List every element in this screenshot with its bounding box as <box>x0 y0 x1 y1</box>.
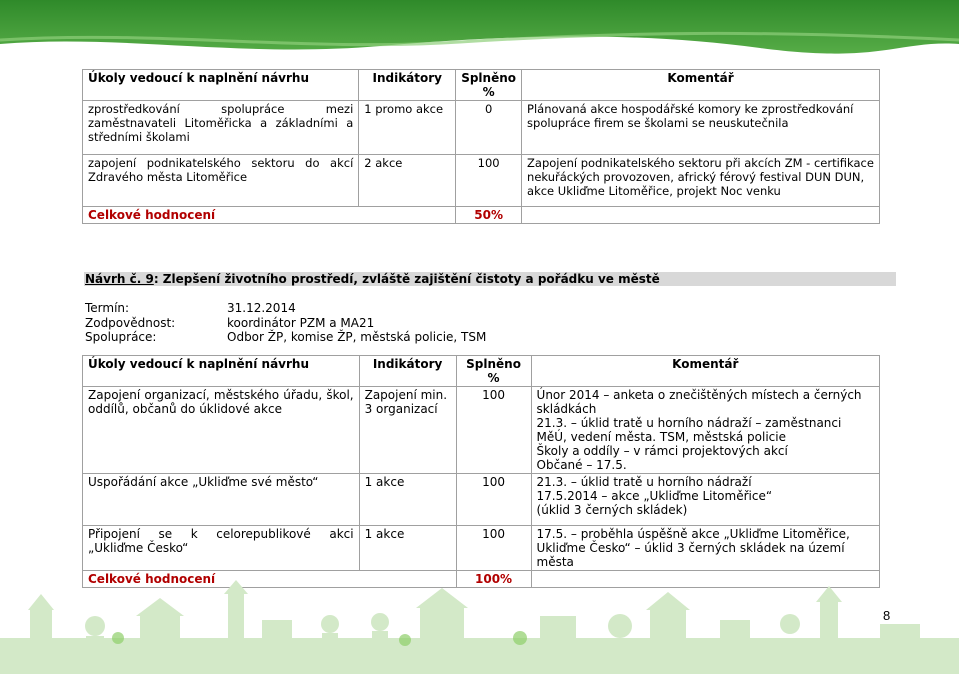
comment-line: 17.5.2014 – akce „Ukliďme Litoměřice“ <box>536 489 773 503</box>
term-value: 31.12.2014 <box>227 301 296 315</box>
header-tasks: Úkoly vedoucí k naplnění návrhu <box>83 70 359 101</box>
header-comment: Komentář <box>522 70 880 101</box>
task-cell: Zapojení organizací, městského úřadu, škol, oddílů, občanů do úklidové akce <box>83 387 360 474</box>
comment-cell: Plánovaná akce hospodářské komory ke zprostředkování spolupráce firem se školami se neuskutečnila <box>522 101 880 155</box>
evaluation-table-1 <box>82 69 880 224</box>
total-label: Celkové hodnocení <box>83 207 456 224</box>
indicator-cell: 1 promo akce <box>359 101 456 155</box>
table-row <box>83 155 880 207</box>
table-header-row <box>83 356 880 387</box>
done-cell: 100 <box>456 474 531 526</box>
proposal-title: : Zlepšení životního prostředí, zvláště zajištění čistoty a pořádku ve městě <box>153 272 660 286</box>
header-comment: Komentář <box>531 356 879 387</box>
indicator-cell: 2 akce <box>359 155 456 207</box>
task-cell: zprostředkování spolupráce mezi zaměstnavateli Litoměřicka a základními a středními školami <box>83 101 359 155</box>
header-green-banner <box>0 0 959 60</box>
task-cell: zapojení podnikatelského sektoru do akcí Zdravého města Litoměřice <box>83 155 359 207</box>
comment-line: 21.3. – úklid tratě u horního nádraží <box>536 475 752 489</box>
comment-line: Únor 2014 – anketa o znečištěných místech a černých skládkách <box>536 388 862 416</box>
done-cell: 100 <box>456 526 531 571</box>
done-cell: 0 <box>456 101 522 155</box>
header-done: Splněno % <box>456 356 531 387</box>
indicator-cell: 1 akce <box>359 474 456 526</box>
header-done: Splněno % <box>456 70 522 101</box>
comment-line: Občané – 17.5. <box>536 458 627 472</box>
task-cell: Uspořádání akce „Ukliďme své město“ <box>83 474 360 526</box>
indicator-cell: 1 akce <box>359 526 456 571</box>
total-label: Celkové hodnocení <box>83 571 457 588</box>
comment-line: Školy a oddíly – v rámci projektových akcí <box>536 444 788 458</box>
cooperation-value: Odbor ŽP, komise ŽP, městská policie, TSM <box>227 330 487 344</box>
task-cell: Připojení se k celorepublikové akci „Ukliďme Česko“ <box>83 526 360 571</box>
header-indicators: Indikátory <box>359 356 456 387</box>
responsibility-value: koordinátor PZM a MA21 <box>227 316 375 330</box>
total-value: 100% <box>456 571 531 588</box>
table-header-row <box>83 70 880 101</box>
proposal-heading <box>85 272 660 286</box>
term-label: Termín: <box>85 301 130 315</box>
total-empty-cell <box>522 207 880 224</box>
table-row <box>83 526 880 571</box>
header-indicators: Indikátory <box>359 70 456 101</box>
total-row <box>83 207 880 224</box>
proposal-number: Návrh č. 9 <box>85 272 154 286</box>
indicator-cell: Zapojení min. 3 organizací <box>359 387 456 474</box>
comment-cell <box>531 474 879 526</box>
comment-line: (úklid 3 černých skládek) <box>536 503 688 517</box>
table-row <box>83 387 880 474</box>
responsibility-label: Zodpovědnost: <box>85 316 176 330</box>
page-number: 8 <box>883 608 891 623</box>
done-cell: 100 <box>456 155 522 207</box>
comment-cell: 17.5. – proběhla úspěšně akce „Ukliďme Litoměřice, Ukliďme Česko“ – úklid 3 černých skládek na území města <box>531 526 879 571</box>
table-row <box>83 474 880 526</box>
done-cell: 100 <box>456 387 531 474</box>
footer-town-illustration <box>0 580 959 674</box>
cooperation-label: Spolupráce: <box>85 330 157 344</box>
total-value: 50% <box>456 207 522 224</box>
comment-line: 21.3. – úklid tratě u horního nádraží – zaměstnanci MěÚ, vedení města. TSM, městská policie <box>536 416 842 444</box>
comment-cell <box>531 387 879 474</box>
evaluation-table-2 <box>82 355 880 588</box>
header-tasks: Úkoly vedoucí k naplnění návrhu <box>83 356 360 387</box>
comment-cell: Zapojení podnikatelského sektoru při akcích ZM - certifikace nekuřáckých provozoven, africký férový festival DUN DUN, akce Ukliďme Litoměřice, projekt Noc venku <box>522 155 880 207</box>
table-row <box>83 101 880 155</box>
